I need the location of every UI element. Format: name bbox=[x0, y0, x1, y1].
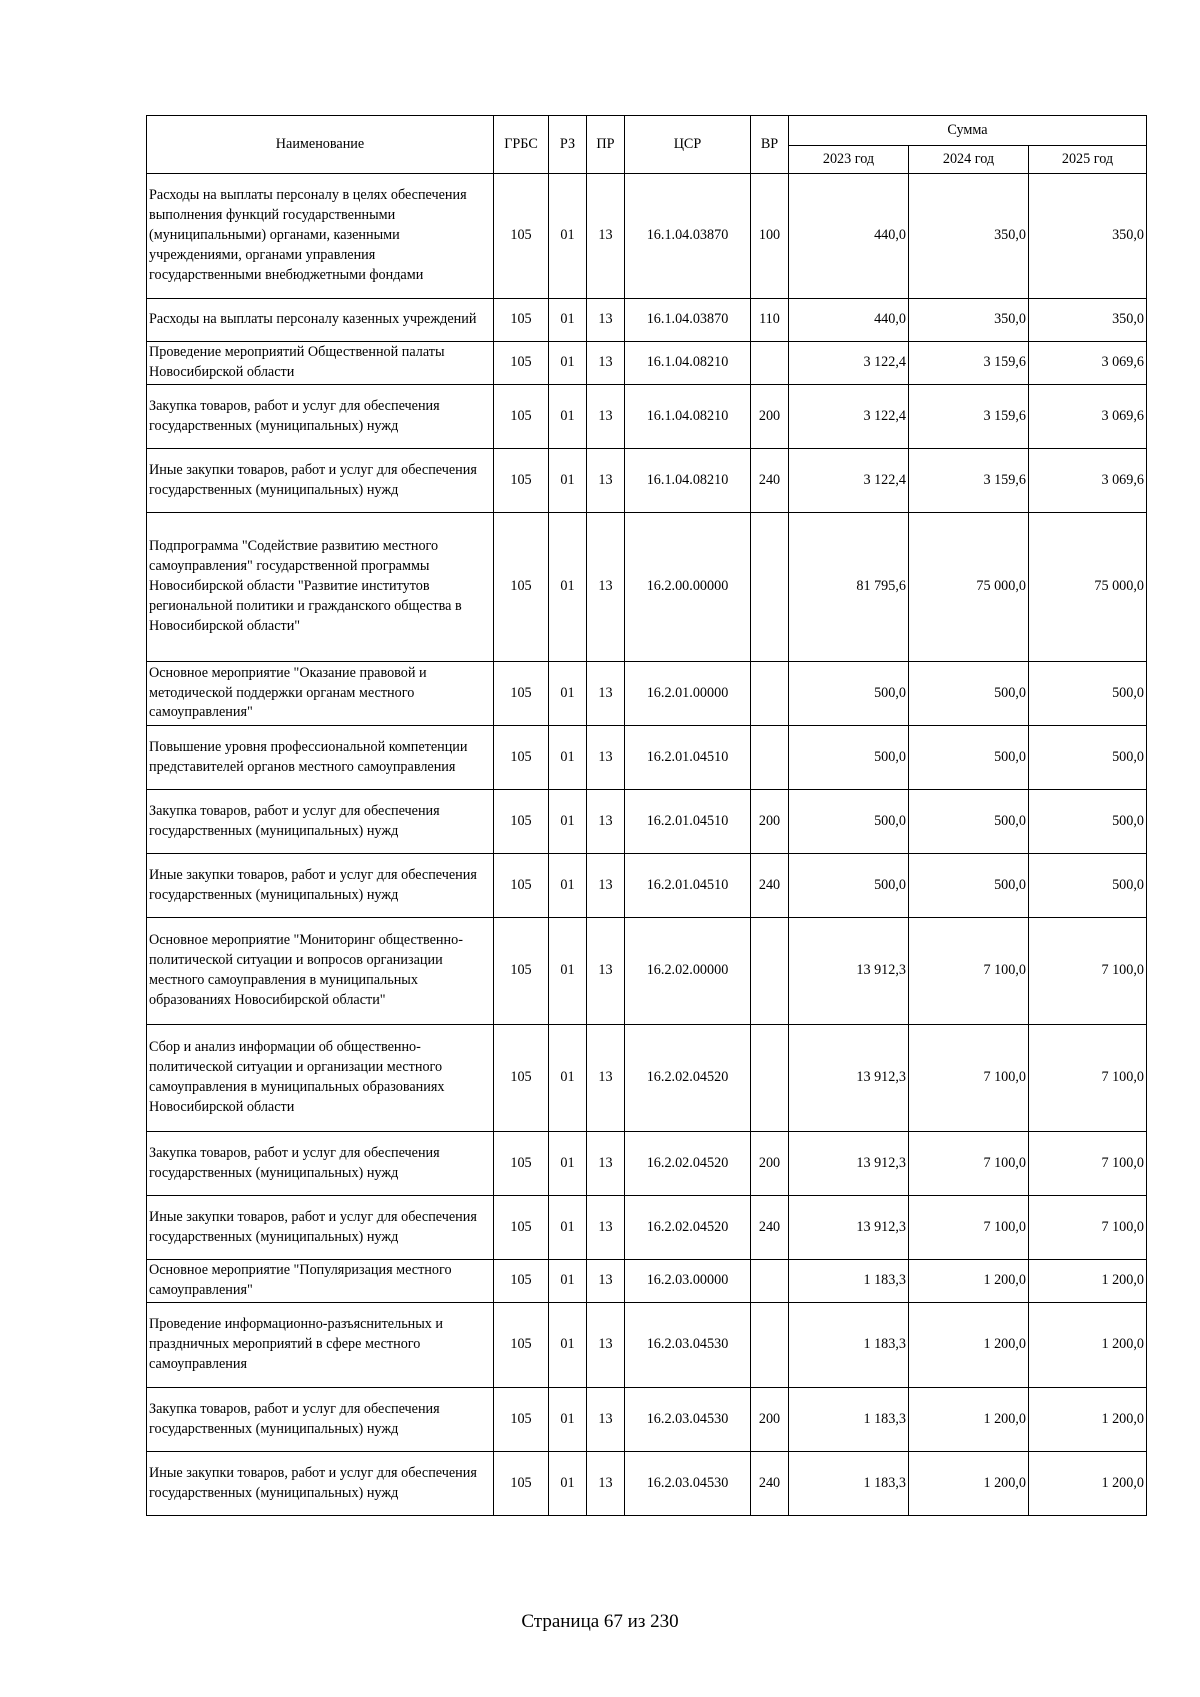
cell-vr: 200 bbox=[751, 1132, 789, 1196]
cell-csr: 16.2.01.04510 bbox=[625, 790, 751, 854]
cell-csr: 16.2.01.04510 bbox=[625, 726, 751, 790]
cell-pr: 13 bbox=[587, 790, 625, 854]
cell-csr: 16.2.02.04520 bbox=[625, 1196, 751, 1260]
header-vr: ВР bbox=[751, 116, 789, 174]
cell-y2024: 3 159,6 bbox=[909, 449, 1029, 513]
cell-y2024: 500,0 bbox=[909, 726, 1029, 790]
cell-y2025: 350,0 bbox=[1029, 299, 1147, 342]
cell-y2023: 500,0 bbox=[789, 854, 909, 918]
cell-rz: 01 bbox=[549, 1132, 587, 1196]
cell-pr: 13 bbox=[587, 1452, 625, 1516]
cell-y2023: 500,0 bbox=[789, 662, 909, 726]
table-row bbox=[147, 662, 1147, 726]
cell-rz: 01 bbox=[549, 726, 587, 790]
cell-rz: 01 bbox=[549, 790, 587, 854]
header-csr: ЦСР bbox=[625, 116, 751, 174]
cell-vr: 240 bbox=[751, 1196, 789, 1260]
cell-pr: 13 bbox=[587, 662, 625, 726]
cell-pr: 13 bbox=[587, 1388, 625, 1452]
cell-y2025: 7 100,0 bbox=[1029, 918, 1147, 1025]
cell-grbs: 105 bbox=[494, 385, 549, 449]
cell-name: Расходы на выплаты персоналу в целях обеспечения выполнения функций государственными (муниципальными) органами, казенными учреждениями, органами управления государственными внебюджетными фондами bbox=[147, 174, 494, 299]
cell-vr bbox=[751, 1025, 789, 1132]
header-year-2023: 2023 год bbox=[789, 146, 909, 174]
cell-vr: 240 bbox=[751, 854, 789, 918]
cell-pr: 13 bbox=[587, 385, 625, 449]
header-grbs: ГРБС bbox=[494, 116, 549, 174]
cell-csr: 16.2.03.04530 bbox=[625, 1303, 751, 1388]
cell-grbs: 105 bbox=[494, 1132, 549, 1196]
cell-grbs: 105 bbox=[494, 1025, 549, 1132]
cell-name: Закупка товаров, работ и услуг для обеспечения государственных (муниципальных) нужд bbox=[147, 1132, 494, 1196]
table-header bbox=[147, 116, 1147, 174]
cell-pr: 13 bbox=[587, 1196, 625, 1260]
cell-rz: 01 bbox=[549, 918, 587, 1025]
cell-vr: 200 bbox=[751, 385, 789, 449]
cell-name: Иные закупки товаров, работ и услуг для обеспечения государственных (муниципальных) нужд bbox=[147, 1196, 494, 1260]
cell-y2023: 1 183,3 bbox=[789, 1260, 909, 1303]
cell-vr: 100 bbox=[751, 174, 789, 299]
cell-name: Закупка товаров, работ и услуг для обеспечения государственных (муниципальных) нужд bbox=[147, 385, 494, 449]
cell-name: Повышение уровня профессиональной компетенции представителей органов местного самоуправления bbox=[147, 726, 494, 790]
cell-vr bbox=[751, 513, 789, 662]
cell-name: Иные закупки товаров, работ и услуг для обеспечения государственных (муниципальных) нужд bbox=[147, 1452, 494, 1516]
page-number: Страница 67 из 230 bbox=[521, 1611, 679, 1632]
cell-pr: 13 bbox=[587, 1303, 625, 1388]
cell-y2025: 7 100,0 bbox=[1029, 1196, 1147, 1260]
cell-vr bbox=[751, 1260, 789, 1303]
cell-rz: 01 bbox=[549, 449, 587, 513]
cell-y2024: 500,0 bbox=[909, 854, 1029, 918]
table-row bbox=[147, 174, 1147, 299]
cell-grbs: 105 bbox=[494, 1196, 549, 1260]
table-row bbox=[147, 790, 1147, 854]
cell-name: Основное мероприятие "Популяризация местного самоуправления" bbox=[147, 1260, 494, 1303]
cell-csr: 16.2.01.04510 bbox=[625, 854, 751, 918]
cell-rz: 01 bbox=[549, 299, 587, 342]
table-body bbox=[147, 174, 1147, 1516]
cell-y2024: 3 159,6 bbox=[909, 342, 1029, 385]
cell-rz: 01 bbox=[549, 174, 587, 299]
cell-name: Расходы на выплаты персоналу казенных учреждений bbox=[147, 299, 494, 342]
cell-grbs: 105 bbox=[494, 790, 549, 854]
cell-rz: 01 bbox=[549, 385, 587, 449]
cell-y2024: 350,0 bbox=[909, 174, 1029, 299]
cell-y2025: 500,0 bbox=[1029, 726, 1147, 790]
cell-y2025: 3 069,6 bbox=[1029, 342, 1147, 385]
header-year-2025: 2025 год bbox=[1029, 146, 1147, 174]
cell-csr: 16.2.02.04520 bbox=[625, 1025, 751, 1132]
cell-y2023: 1 183,3 bbox=[789, 1452, 909, 1516]
cell-y2023: 13 912,3 bbox=[789, 1025, 909, 1132]
cell-csr: 16.2.03.04530 bbox=[625, 1452, 751, 1516]
cell-pr: 13 bbox=[587, 726, 625, 790]
cell-grbs: 105 bbox=[494, 299, 549, 342]
table-row bbox=[147, 1452, 1147, 1516]
cell-vr bbox=[751, 342, 789, 385]
cell-y2025: 1 200,0 bbox=[1029, 1260, 1147, 1303]
cell-grbs: 105 bbox=[494, 1260, 549, 1303]
cell-vr: 110 bbox=[751, 299, 789, 342]
cell-csr: 16.2.03.00000 bbox=[625, 1260, 751, 1303]
cell-y2024: 1 200,0 bbox=[909, 1303, 1029, 1388]
cell-rz: 01 bbox=[549, 342, 587, 385]
cell-y2024: 7 100,0 bbox=[909, 918, 1029, 1025]
cell-csr: 16.1.04.03870 bbox=[625, 299, 751, 342]
cell-rz: 01 bbox=[549, 854, 587, 918]
cell-grbs: 105 bbox=[494, 1388, 549, 1452]
cell-name: Иные закупки товаров, работ и услуг для обеспечения государственных (муниципальных) нужд bbox=[147, 449, 494, 513]
header-rz: РЗ bbox=[549, 116, 587, 174]
cell-y2025: 500,0 bbox=[1029, 854, 1147, 918]
cell-rz: 01 bbox=[549, 1388, 587, 1452]
cell-y2023: 13 912,3 bbox=[789, 1132, 909, 1196]
cell-y2024: 7 100,0 bbox=[909, 1132, 1029, 1196]
cell-grbs: 105 bbox=[494, 1303, 549, 1388]
cell-y2025: 3 069,6 bbox=[1029, 449, 1147, 513]
cell-grbs: 105 bbox=[494, 449, 549, 513]
cell-name: Основное мероприятие "Оказание правовой и методической поддержки органам местного самоуправления" bbox=[147, 662, 494, 726]
cell-y2025: 75 000,0 bbox=[1029, 513, 1147, 662]
cell-vr bbox=[751, 1303, 789, 1388]
header-sum: Сумма bbox=[789, 116, 1147, 146]
cell-grbs: 105 bbox=[494, 342, 549, 385]
cell-y2024: 7 100,0 bbox=[909, 1025, 1029, 1132]
table-row bbox=[147, 449, 1147, 513]
cell-vr: 240 bbox=[751, 449, 789, 513]
cell-y2025: 350,0 bbox=[1029, 174, 1147, 299]
cell-pr: 13 bbox=[587, 1260, 625, 1303]
table-row bbox=[147, 854, 1147, 918]
cell-y2025: 1 200,0 bbox=[1029, 1303, 1147, 1388]
cell-y2024: 7 100,0 bbox=[909, 1196, 1029, 1260]
cell-pr: 13 bbox=[587, 174, 625, 299]
cell-csr: 16.1.04.08210 bbox=[625, 449, 751, 513]
cell-y2023: 440,0 bbox=[789, 299, 909, 342]
cell-csr: 16.2.02.04520 bbox=[625, 1132, 751, 1196]
cell-name: Проведение мероприятий Общественной палаты Новосибирской области bbox=[147, 342, 494, 385]
cell-y2023: 500,0 bbox=[789, 790, 909, 854]
cell-y2024: 3 159,6 bbox=[909, 385, 1029, 449]
budget-table bbox=[146, 115, 1147, 1516]
cell-y2023: 1 183,3 bbox=[789, 1388, 909, 1452]
cell-y2025: 500,0 bbox=[1029, 662, 1147, 726]
table-row bbox=[147, 513, 1147, 662]
cell-pr: 13 bbox=[587, 1132, 625, 1196]
cell-csr: 16.1.04.08210 bbox=[625, 342, 751, 385]
cell-grbs: 105 bbox=[494, 918, 549, 1025]
cell-rz: 01 bbox=[549, 662, 587, 726]
cell-rz: 01 bbox=[549, 1303, 587, 1388]
cell-y2025: 7 100,0 bbox=[1029, 1132, 1147, 1196]
cell-y2023: 3 122,4 bbox=[789, 449, 909, 513]
cell-grbs: 105 bbox=[494, 726, 549, 790]
cell-y2023: 3 122,4 bbox=[789, 385, 909, 449]
cell-y2023: 500,0 bbox=[789, 726, 909, 790]
cell-y2023: 440,0 bbox=[789, 174, 909, 299]
cell-grbs: 105 bbox=[494, 174, 549, 299]
cell-rz: 01 bbox=[549, 1025, 587, 1132]
cell-grbs: 105 bbox=[494, 662, 549, 726]
cell-y2024: 500,0 bbox=[909, 790, 1029, 854]
cell-csr: 16.2.01.00000 bbox=[625, 662, 751, 726]
cell-vr bbox=[751, 918, 789, 1025]
cell-csr: 16.2.03.04530 bbox=[625, 1388, 751, 1452]
cell-pr: 13 bbox=[587, 918, 625, 1025]
cell-pr: 13 bbox=[587, 513, 625, 662]
table-row bbox=[147, 726, 1147, 790]
cell-name: Закупка товаров, работ и услуг для обеспечения государственных (муниципальных) нужд bbox=[147, 790, 494, 854]
cell-y2024: 1 200,0 bbox=[909, 1260, 1029, 1303]
header-name: Наименование bbox=[147, 116, 494, 174]
cell-y2025: 500,0 bbox=[1029, 790, 1147, 854]
cell-grbs: 105 bbox=[494, 854, 549, 918]
table-row bbox=[147, 1388, 1147, 1452]
cell-pr: 13 bbox=[587, 299, 625, 342]
cell-rz: 01 bbox=[549, 1196, 587, 1260]
cell-csr: 16.2.00.00000 bbox=[625, 513, 751, 662]
cell-name: Закупка товаров, работ и услуг для обеспечения государственных (муниципальных) нужд bbox=[147, 1388, 494, 1452]
table-row bbox=[147, 1025, 1147, 1132]
header-year-2024: 2024 год bbox=[909, 146, 1029, 174]
cell-name: Сбор и анализ информации об общественно-политической ситуации и организации местного самоуправления в муниципальных образованиях Новосибирской области bbox=[147, 1025, 494, 1132]
cell-y2023: 3 122,4 bbox=[789, 342, 909, 385]
cell-pr: 13 bbox=[587, 449, 625, 513]
cell-name: Основное мероприятие "Мониторинг общественно-политической ситуации и вопросов организации местного самоуправления в муниципальных образованиях Новосибирской области" bbox=[147, 918, 494, 1025]
cell-pr: 13 bbox=[587, 342, 625, 385]
cell-vr bbox=[751, 662, 789, 726]
cell-vr: 200 bbox=[751, 1388, 789, 1452]
table-row bbox=[147, 918, 1147, 1025]
cell-pr: 13 bbox=[587, 1025, 625, 1132]
cell-y2024: 75 000,0 bbox=[909, 513, 1029, 662]
cell-y2023: 1 183,3 bbox=[789, 1303, 909, 1388]
table-row bbox=[147, 1260, 1147, 1303]
cell-y2025: 1 200,0 bbox=[1029, 1388, 1147, 1452]
cell-rz: 01 bbox=[549, 1452, 587, 1516]
cell-name: Проведение информационно-разъяснительных и праздничных мероприятий в сфере местного самоуправления bbox=[147, 1303, 494, 1388]
table-row bbox=[147, 342, 1147, 385]
cell-y2024: 500,0 bbox=[909, 662, 1029, 726]
cell-y2025: 1 200,0 bbox=[1029, 1452, 1147, 1516]
cell-vr: 240 bbox=[751, 1452, 789, 1516]
cell-y2024: 1 200,0 bbox=[909, 1388, 1029, 1452]
cell-pr: 13 bbox=[587, 854, 625, 918]
cell-name: Иные закупки товаров, работ и услуг для обеспечения государственных (муниципальных) нужд bbox=[147, 854, 494, 918]
table-row bbox=[147, 385, 1147, 449]
cell-rz: 01 bbox=[549, 1260, 587, 1303]
cell-y2025: 3 069,6 bbox=[1029, 385, 1147, 449]
header-pr: ПР bbox=[587, 116, 625, 174]
cell-csr: 16.2.02.00000 bbox=[625, 918, 751, 1025]
cell-csr: 16.1.04.03870 bbox=[625, 174, 751, 299]
cell-y2023: 81 795,6 bbox=[789, 513, 909, 662]
cell-name: Подпрограмма "Содействие развитию местного самоуправления" государственной программы Новосибирской области "Развитие институтов региональной политики и гражданского общества в Новосибирской области" bbox=[147, 513, 494, 662]
cell-y2025: 7 100,0 bbox=[1029, 1025, 1147, 1132]
cell-vr bbox=[751, 726, 789, 790]
cell-y2023: 13 912,3 bbox=[789, 918, 909, 1025]
cell-y2023: 13 912,3 bbox=[789, 1196, 909, 1260]
cell-rz: 01 bbox=[549, 513, 587, 662]
table-row bbox=[147, 299, 1147, 342]
table-row bbox=[147, 1303, 1147, 1388]
cell-csr: 16.1.04.08210 bbox=[625, 385, 751, 449]
table-row bbox=[147, 1196, 1147, 1260]
cell-y2024: 1 200,0 bbox=[909, 1452, 1029, 1516]
cell-grbs: 105 bbox=[494, 1452, 549, 1516]
table-row bbox=[147, 1132, 1147, 1196]
cell-grbs: 105 bbox=[494, 513, 549, 662]
cell-vr: 200 bbox=[751, 790, 789, 854]
cell-y2024: 350,0 bbox=[909, 299, 1029, 342]
